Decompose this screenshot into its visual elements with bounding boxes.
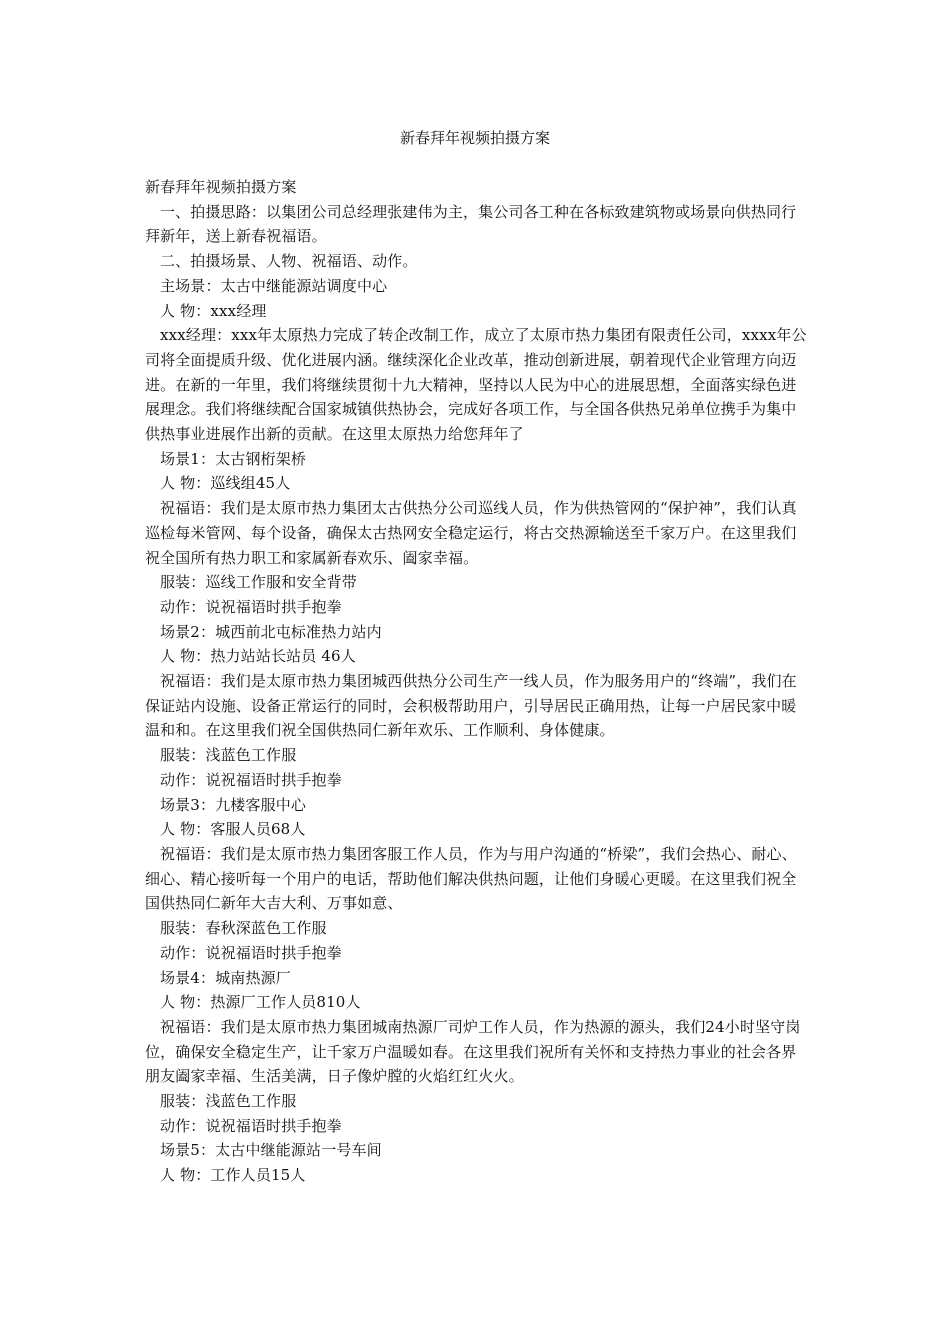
scene-1-greeting: 祝福语：我们是太原市热力集团太古供热分公司巡线人员，作为供热管网的“保护神”，我们认真巡检每米管网、每个设备，确保太古热网安全稳定运行，将古交热源输送至千家万户。在这里我们祝全国所有热力职工和家属新春欢乐、阖家幸福。 <box>145 499 797 567</box>
scene-2-action: 动作：说祝福语时拱手抱拳 <box>160 770 342 789</box>
scene-1-line: 场景1：太古钢桁架桥 <box>160 449 307 468</box>
main-scene-line: 主场景：太古中继能源站调度中心 <box>160 276 388 295</box>
scene-1-costume: 服装：巡线工作服和安全背带 <box>160 573 357 592</box>
scene-3-action: 动作：说祝福语时拱手抱拳 <box>160 943 342 962</box>
scene-3-person: 人 物：客服人员68人 <box>160 820 306 839</box>
scene-2-person: 人 物：热力站站长站员 46人 <box>160 647 356 666</box>
heading-line: 新春拜年视频拍摄方案 <box>145 178 297 196</box>
section-2-heading: 二、拍摄场景、人物、祝福语、动作。 <box>160 252 418 271</box>
scene-2-line: 场景2：城西前北屯标准热力站内 <box>160 622 382 641</box>
scene-3-line: 场景3：九楼客服中心 <box>160 795 307 814</box>
scene-1-person: 人 物：巡线组45人 <box>160 474 291 493</box>
scene-4-person: 人 物：热源厂工作人员810人 <box>160 993 361 1012</box>
scene-4-action: 动作：说祝福语时拱手抱拳 <box>160 1116 342 1135</box>
document-body <box>145 175 810 1188</box>
scene-4-greeting: 祝福语：我们是太原市热力集团城南热源厂司炉工作人员，作为热源的源头，我们24小时坚守岗位，确保安全稳定生产，让千家万户温暖如春。在这里我们祝所有关怀和支持热力事业的社会各界朋友阖家幸福、生活美满，日子像炉膛的火焰红红火火。 <box>145 1017 801 1086</box>
scene-3-costume: 服装：春秋深蓝色工作服 <box>160 919 327 938</box>
section-1-shooting-idea: 一、拍摄思路：以集团公司总经理张建伟为主，集公司各工种在各标致建筑物或场景向供热同行拜新年，送上新春祝福语。 <box>145 202 797 246</box>
scene-5-person: 人 物：工作人员15人 <box>160 1166 306 1185</box>
scene-2-costume: 服装：浅蓝色工作服 <box>160 746 297 765</box>
scene-3-greeting: 祝福语：我们是太原市热力集团客服工作人员，作为与用户沟通的“桥梁”，我们会热心、耐心、细心、精心接听每一个用户的电话，帮助他们解决供热问题，让他们身暖心更暖。在这里我们祝全国供热同仁新年大吉大利、万事如意、 <box>145 844 797 913</box>
scene-4-costume: 服装：浅蓝色工作服 <box>160 1092 297 1111</box>
main-scene-person: 人 物：xxx经理 <box>160 301 267 320</box>
scene-2-greeting: 祝福语：我们是太原市热力集团城西供热分公司生产一线人员，作为服务用户的“终端”，我们在保证站内设施、设备正常运行的同时，会积极帮助用户，引导居民正确用热，让每一户居民家中暖温和和。在这里我们祝全国供热同仁新年欢乐、工作顺利、身体健康。 <box>145 672 797 740</box>
scene-4-line: 场景4：城南热源厂 <box>160 968 291 987</box>
main-scene-speech: xxx经理：xxx年太原热力完成了转企改制工作，成立了太原市热力集团有限责任公司，xxxx年公司将全面提质升级、优化进展内涵。继续深化企业改革，推动创新进展，朝着现代企业管理方向迈进。在新的一年里，我们将继续贯彻十九大精神，坚持以人民为中心的进展思想，全面落实绿色进展理念。我们将继续配合国家城镇供热协会，完成好各项工作，与全国各供热兄弟单位携手为集中供热事业进展作出新的贡献。在这里太原热力给您拜年了 <box>145 326 807 444</box>
scene-5-line: 场景5：太古中继能源站一号车间 <box>160 1141 382 1160</box>
document-title: 新春拜年视频拍摄方案 <box>399 129 550 147</box>
scene-1-action: 动作：说祝福语时拱手抱拳 <box>160 597 342 616</box>
